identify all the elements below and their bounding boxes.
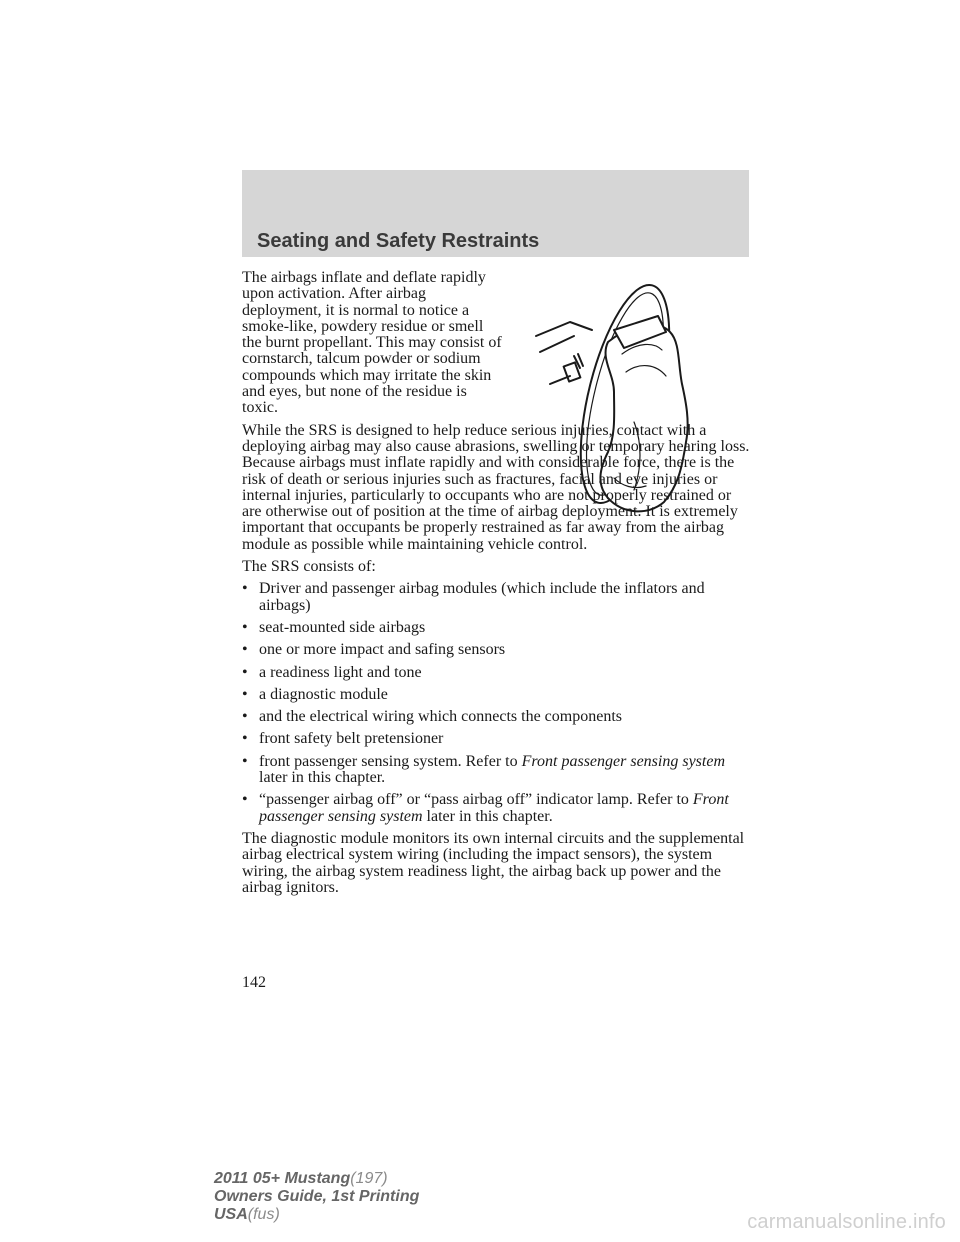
paragraph-airbag-injuries — [242, 423, 752, 553]
bullet-icon: • — [242, 708, 248, 726]
srs-component-list — [242, 581, 752, 825]
srs-intro: The SRS consists of: — [242, 558, 376, 576]
bullet-icon: • — [242, 663, 248, 681]
list-item: • a diagnostic module — [242, 685, 388, 703]
list-item: • and the electrical wiring which connects the components — [242, 708, 622, 726]
page-number: 142 — [242, 974, 266, 991]
list-item: • a readiness light and tone — [242, 663, 422, 681]
paragraph-diagnostic-module: The diagnostic module monitors its own internal circuits and the supplemental airbag electrical system wiring (including the impact sensors), the system wiring, the airbag system readiness light, the airbag back up power and the airbag ignitors. — [242, 829, 745, 896]
list-item: • front passenger sensing system. Refer to Front passenger sensing system later in this chapter. — [242, 752, 725, 787]
list-item: • Driver and passenger airbag modules (which include the inflators and airbags) — [242, 580, 705, 614]
bullet-icon: • — [242, 791, 248, 809]
paragraph-airbag-residue: The airbags inflate and deflate rapidly upon activation. After airbag deployment, it is normal to notice a smoke-like, powdery residue or smell the burnt propellant. This may consist of cornstarch, talcum powder or sodium compounds which may irritate the skin and eyes, but none of the residue is toxic. — [242, 269, 502, 417]
list-item: • “passenger airbag off” or “pass airbag off” indicator lamp. Refer to Front passenger sensing system later in this chapter. — [242, 791, 729, 825]
paragraph-airbag-injuries-text: While the SRS is designed to help reduce serious injuries, contact with a deploying airbag may also cause abrasions, swelling or temporary hearing loss. Because airbags must inflate rapidly and with considerable force, there is the risk of death or serious injuries such as fractures, facial and eye injuries or internal injuries, particularly to occupants who are not properly restrained or are otherwise out of position at the time of airbag deployment. It is extremely important that occupants be properly restrained as far away from the airbag module as possible while maintaining vehicle control. — [242, 421, 750, 553]
list-item: • one or more impact and safing sensors — [242, 641, 506, 659]
bullet-icon: • — [242, 685, 248, 703]
list-item: • front safety belt pretensioner — [242, 730, 444, 748]
print-footer: 2011 05+ Mustang(197) Owners Guide, 1st Printing USA(fus) — [214, 1170, 420, 1223]
list-item: • seat-mounted side airbags — [242, 618, 426, 636]
bullet-icon: • — [242, 730, 248, 748]
bullet-icon: • — [242, 580, 248, 598]
body-content — [242, 270, 752, 902]
bullet-icon: • — [242, 641, 248, 659]
cross-reference: Front passenger sensing system — [259, 791, 729, 825]
section-title: Seating and Safety Restraints — [257, 230, 540, 252]
bullet-icon: • — [242, 618, 248, 636]
cross-reference: Front passenger sensing system — [521, 752, 725, 770]
bullet-icon: • — [242, 752, 248, 770]
site-watermark: carmanualsonline.info — [747, 1211, 946, 1233]
